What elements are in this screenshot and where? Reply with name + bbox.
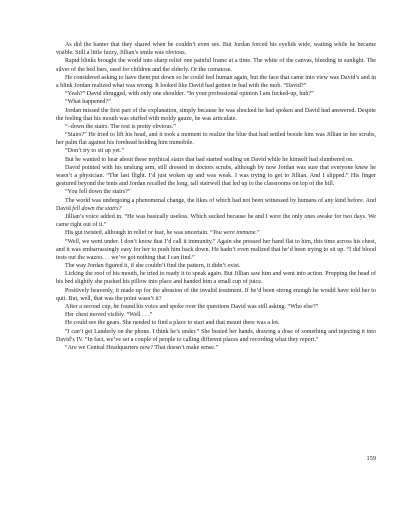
paragraph: Positively heavenly, it made up for the abrasion of the invalid treatment. If he’d been strong enough he would have told her to quit. But, well, that was the point wasn’t it? — [56, 287, 376, 302]
paragraph: “Yeah?” David shrugged, with only one shoulder. “In your professional opinion I am fucked-up, huh?” — [65, 91, 314, 98]
italic-text: You were immune. — [212, 230, 257, 237]
paragraph: “You fell down the stairs?” — [65, 189, 131, 196]
paragraph: He considered asking to have them put down so he could feel human again, but the face that came into view was David’s and in a blink Jordan realized what was wrong. It looked like David had gotten in bad with the mob. “David?” — [56, 74, 376, 89]
paragraph: Licking the roof of his mouth, he tried to ready it to speak again. But Jillian saw him and went into action. Propping the head of his bed slightly she pushed his pillow into place and handed him a small cup of juice. — [56, 271, 376, 286]
paragraph: “–down the stairs. The rest is pretty obvious.” — [65, 123, 176, 130]
paragraph: He could see the gears. She needed to find a place to start and that meant there was a lot. — [65, 320, 280, 327]
paragraph — [56, 197, 376, 213]
page-number: 159 — [366, 455, 376, 462]
paragraph: “What happened?” — [65, 99, 111, 106]
paragraph: Jordan missed the first part of the explanation, simply because he was shocked he had spoken and David had answered. Despite the feeling that his mouth was stuffed with moldy gauze, he was articulate. — [56, 107, 376, 122]
paragraph: “Don’t try to sit up yet.” — [65, 148, 125, 155]
paragraph: But he wanted to hear about these mythical stairs that had started wailing on David while he himself had slumbered on. — [65, 156, 354, 163]
paragraph-text: ” — [256, 230, 260, 237]
paragraph: Jillian’s voice added in. “He was basically useless. Which sucked because he and I were the only ones awake for two days. We came right out of it.” — [56, 213, 376, 229]
paragraph: As did the banter that they shared when he couldn’t even see. But Jordan forced his eyelids wide, waiting while he became visible. Still a little fuzzy, Jillian’s smile was obvious. — [56, 42, 376, 57]
paragraph-text: The world was undergoing a phenomenal change, the likes of which had not been witnessed by humans of any kind before. And David — [56, 197, 376, 212]
paragraph-text: His gut twisted, although in relief or fear, he was uncertain. “ — [65, 230, 213, 237]
paragraph: “Stairs?” He tried to lift his head, and it took a moment to realize the blue that had settled beside him was Jillian in her scrubs, her palm flat against his forehead holding him immobile. — [56, 132, 376, 147]
paragraph: The way Jordan figured it, if she couldn’t find the pattern, it didn’t exist. — [65, 263, 241, 270]
paragraph: “I can’t get Landerly on the phone. I think he’s under.” She busied her hands, drawing a dose of something and injecting it into David’s IV. “In fact, we’ve set a couple of people to calling different places and recording what they report.” — [56, 328, 376, 343]
paragraph — [56, 229, 376, 237]
paragraph: Rapid blinks brought the world into sharp relief one painful frame at a time. The white of the canvas, bleeding in sunlight. The silver of the bed bars, used for children and the elderly. Or the comatose. — [56, 58, 376, 73]
paragraph: “Are we Central Headquarters now? That doesn’t make sense.” — [65, 344, 219, 351]
paragraph: After a second cup, he found his voice and spoke over the questions David was still asking. “Who else?” — [65, 304, 319, 310]
body-text — [56, 41, 376, 352]
paragraph: David pointed with his unslung arm, still dressed in doctors scrubs, although by now Jordan was sure that everyone knew he wasn’t a physician. “The last flight. I’d just woken up and was weak. I was trying to get to Jillian. And I slipped.” His finger gestured beyond the tents and Jordan recalled the long, tall stairwell that led up to the classrooms on top of the hill. — [56, 164, 376, 188]
italic-text: fell down the stairs? — [72, 205, 122, 212]
paragraph: “Well, we went under. I don’t know that I’d call it immunity.” Again she pressed her hand flat to him, this time across his chest, and it was embarrassingly easy for her to push him back down. He hadn’t even realized that he’d been trying to sit up. “I did blood tests out the wazoo. . . we’ve got nothing that I can find.” — [56, 238, 376, 261]
paragraph: Her chest moved visibly. “Well . . .” — [65, 312, 153, 319]
